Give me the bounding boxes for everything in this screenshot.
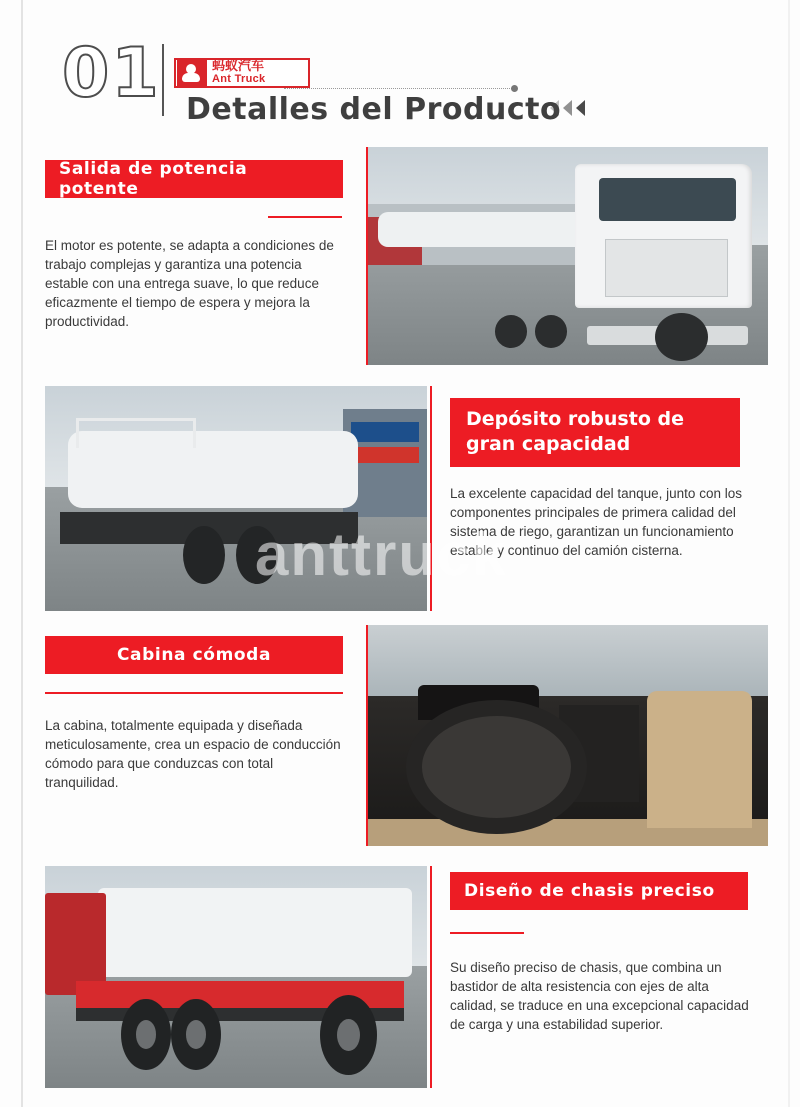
photo-wheel [655,313,707,361]
section-label-robust-tank: Depósito robusto de gran capacidad [450,398,740,467]
section-body-power-output: El motor es potente, se adapta a condiciones de trabajo complejas y garantiza una potencia estable con una entrega suave, lo que reduce eficazmente el tiempo de espera y mejora la productividad. [45,238,334,329]
section-connector [430,386,432,611]
section-connector [366,625,368,846]
section-label-comfortable-cabin: Cabina cómoda [45,636,343,674]
section-label-power-output: Salida de potencia potente [45,160,343,198]
photo-tanker-rear-spray-equipment [45,386,427,611]
header-divider [162,44,164,116]
photo-wheel [183,526,225,585]
brand-text [212,60,265,85]
photo-wheel [236,526,278,585]
photo-wheel [320,995,377,1075]
brand-name-en: Ant Truck [212,73,266,86]
section-body-precise-chassis: Su diseño preciso de chasis, que combina un bastidor de alta resistencia con ejes de alta calidad, se traduce en una excepcional capacidad de carga y una estabilidad superior. [450,960,749,1032]
label-underline [45,692,343,694]
arrow-left-icon-3 [576,100,585,116]
photo-rail [76,418,197,448]
arrow-left-icon-2 [563,100,572,116]
label-underline [450,932,524,934]
photo-hub [337,1019,360,1051]
left-vertical-divider [21,0,23,1107]
arrow-group-icon [550,100,585,116]
section-body-robust-tank: La excelente capacidad del tanque, junto con los componentes principales de primera calidad del sistema de riego, garantizan un funcionamiento estable y continuo del camión cisterna. [450,486,742,558]
page-title: Detalles del Producto [186,92,562,127]
photo-tank [378,212,587,247]
photo-wheel [121,999,171,1070]
photo-truck-cabin-interior-steering-wheel [366,625,768,846]
ant-logo-icon [177,60,207,86]
photo-seat [647,691,752,828]
photo-windshield [599,178,736,222]
section-number: 01 [62,34,161,113]
photo-wheel [535,315,567,348]
section-label-precise-chassis: Diseño de chasis preciso [450,872,748,910]
brand-name-cn: 蚂蚁汽车 [212,59,265,75]
page-header [22,18,782,128]
photo-wheel [171,999,221,1070]
photo-hub [136,1020,156,1048]
photo-truck-chassis-side-view-wheels [45,866,427,1088]
photo-hub [186,1020,206,1048]
photo-steering-wheel [406,700,587,834]
photo-red-cab [45,893,106,995]
photo-wheel [495,315,527,348]
photo-white-howo-tanker-truck-front-view [366,147,768,365]
right-vertical-divider [788,0,790,1107]
photo-tank [98,888,411,977]
section-body-comfortable-cabin: La cabina, totalmente equipada y diseñada meticulosamente, crea un espacio de conducción cómodo para que conduzcas con total tranquilidad. [45,718,341,790]
header-dot-icon [511,85,518,92]
label-underline [268,216,342,218]
arrow-left-icon-1 [550,100,559,116]
watermark: anttruck [255,521,508,588]
section-connector [430,866,432,1088]
photo-grille [605,239,728,298]
header-dotted-line [284,88,514,90]
brand-badge [174,58,310,88]
photo-sign [351,447,420,463]
section-connector [366,147,368,365]
photo-sign [351,422,420,442]
